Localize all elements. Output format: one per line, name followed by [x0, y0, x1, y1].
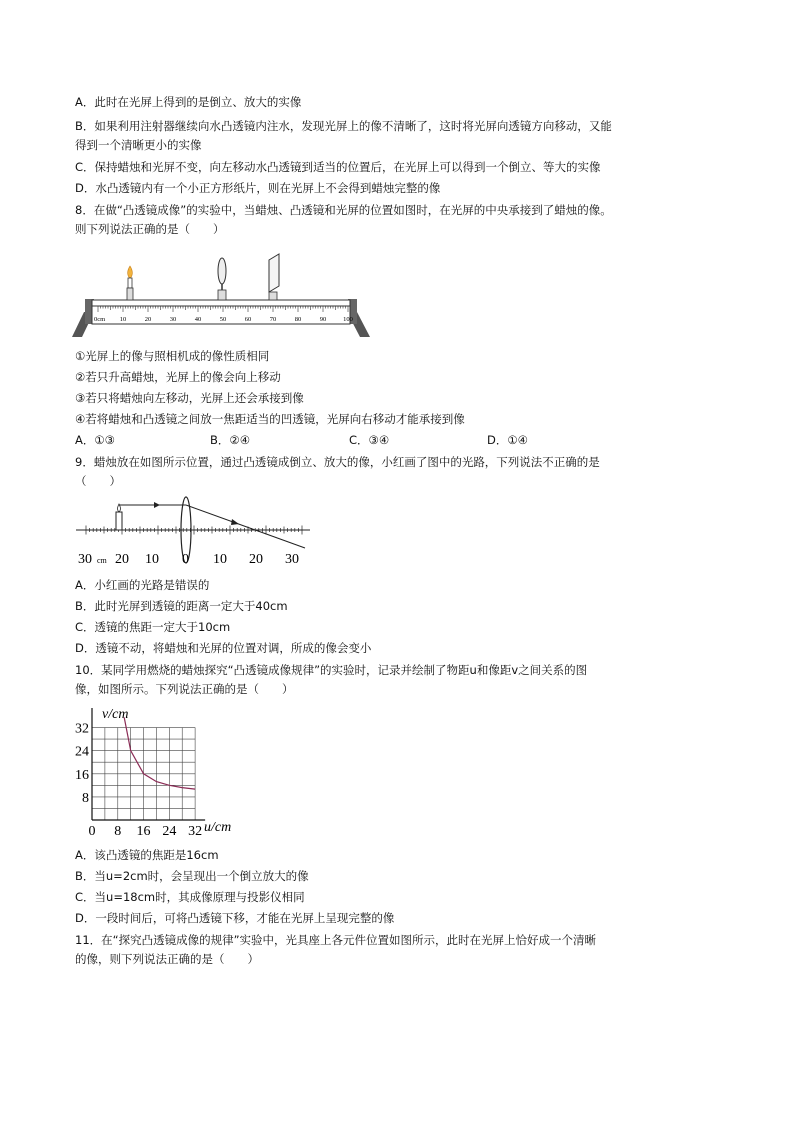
q9-option-c: C．透镜的焦距一定大于10cm — [75, 620, 231, 634]
x-tick-label: 0 — [88, 824, 96, 838]
q7-option-d: D．水凸透镜内有一个小正方形纸片，则在光屏上不会得到蜡烛完整的像 — [75, 181, 441, 195]
svg-text:30: 30 — [285, 552, 299, 567]
ruler-tick-label: 60 — [244, 316, 252, 323]
q8-statement-2: ②若只升高蜡烛，光屏上的像会向上移动 — [75, 370, 281, 384]
light-screen — [269, 254, 279, 300]
q8-stem-line2: 则下列说法正确的是（ ） — [75, 222, 225, 236]
q9-option-d: D．透镜不动，将蜡烛和光屏的位置对调，所成的像会变小 — [75, 641, 372, 655]
q7-option-b-line2: 得到一个清晰更小的实像 — [75, 138, 202, 152]
svg-text:10: 10 — [145, 552, 159, 567]
q10-stem-line1: 10．某同学用燃烧的蜡烛探究“凸透镜成像规律”的实验时，记录并绘制了物距u和像距v之间关系的图 — [75, 663, 588, 677]
svg-text:cm: cm — [97, 556, 107, 565]
ruler-tick-label: 70 — [269, 316, 277, 323]
ruler-tick-label: 10 — [119, 316, 127, 323]
svg-text:30: 30 — [78, 552, 92, 567]
q7-option-c: C．保持蜡烛和光屏不变，向左移动水凸透镜到适当的位置后，在光屏上可以得到一个倒立、等大的实像 — [75, 160, 601, 174]
svg-text:0: 0 — [182, 552, 189, 567]
q9-stem-line2: （ ） — [75, 474, 121, 488]
y-tick-label: 16 — [75, 767, 89, 783]
svg-text:20: 20 — [115, 552, 129, 567]
q10-option-d: D．一段时间后，可将凸透镜下移，才能在光屏上呈现完整的像 — [75, 911, 395, 925]
q10-option-a: A．该凸透镜的焦距是16cm — [75, 848, 219, 862]
ruler-tick-label: 90 — [319, 316, 327, 323]
q10-stem-line2: 像，如图所示。下列说法正确的是（ ） — [75, 682, 294, 696]
ruler-tick-label: 50 — [219, 316, 227, 323]
q8-optical-bench-figure — [72, 244, 372, 340]
ruler-tick-label: 20 — [144, 316, 152, 323]
q9-option-b: B．此时光屏到透镜的距离一定大于40cm — [75, 599, 288, 613]
q11-stem-line2: 的像，则下列说法正确的是（ ） — [75, 952, 259, 966]
svg-text:20: 20 — [249, 552, 263, 567]
ruler-tick-label: 80 — [294, 316, 302, 323]
q8-option-c: C．③④ — [349, 433, 390, 447]
y-tick-label: 8 — [82, 790, 89, 806]
q9-light-path-figure — [72, 492, 317, 572]
q10-option-b: B．当u=2cm时，会呈现出一个倒立放大的像 — [75, 869, 309, 883]
candle — [116, 504, 122, 530]
q7-option-a: A．此时在光屏上得到的是倒立、放大的实像 — [75, 95, 302, 109]
q9-stem-line1: 9．蜡烛放在如图所示位置，通过凸透镜成倒立、放大的像，小红画了图中的光路，下列说法不正确的是 — [75, 455, 600, 469]
y-tick-label: 32 — [75, 721, 89, 737]
svg-text:10: 10 — [213, 552, 227, 567]
x-tick-label: 8 — [114, 824, 122, 838]
ruler-tick-label: 30 — [169, 316, 177, 323]
ruler-unit-label: 0cm — [94, 316, 106, 323]
uv-curve — [124, 717, 195, 789]
convex-lens — [218, 258, 226, 300]
q8-stem-line1: 8．在做“凸透镜成像”的实验中，当蜡烛、凸透镜和光屏的位置如图时，在光屏的中央承接到了蜡烛的像。 — [75, 203, 612, 217]
ruler-tick-label: 100 — [343, 316, 353, 323]
q8-option-b: B．②④ — [210, 433, 251, 447]
y-axis-label: v/cm — [102, 707, 129, 722]
q10-option-c: C．当u=18cm时，其成像原理与投影仪相同 — [75, 890, 305, 904]
x-tick-label: 32 — [188, 824, 203, 838]
y-tick-label: 24 — [75, 744, 89, 760]
x-axis-label: u/cm — [204, 820, 232, 835]
candle — [127, 266, 133, 300]
ruler-tick-label: 40 — [194, 316, 202, 323]
q8-statement-3: ③若只将蜡烛向左移动，光屏上还会承接到像 — [75, 391, 304, 405]
light-ray-refracted — [186, 505, 305, 548]
q8-option-a: A．①③ — [75, 433, 115, 447]
q11-stem-line1: 11．在“探究凸透镜成像的规律”实验中，光具座上各元件位置如图所示，此时在光屏上恰好成一个清晰 — [75, 933, 597, 947]
q8-statement-4: ④若将蜡烛和凸透镜之间放一焦距适当的凹透镜，光屏向右移动才能承接到像 — [75, 412, 465, 426]
q7-option-b-line1: B．如果利用注射器继续向水凸透镜内注水，发现光屏上的像不清晰了，这时将光屏向透镜方向移动，又能 — [75, 119, 612, 133]
x-tick-label: 24 — [162, 824, 177, 838]
q10-uv-graph — [70, 702, 240, 838]
q8-statement-1: ①光屏上的像与照相机成的像性质相同 — [75, 349, 270, 363]
x-tick-label: 16 — [136, 824, 151, 838]
q9-option-a: A．小红画的光路是错误的 — [75, 578, 210, 592]
q8-option-d: D．①④ — [487, 433, 528, 447]
